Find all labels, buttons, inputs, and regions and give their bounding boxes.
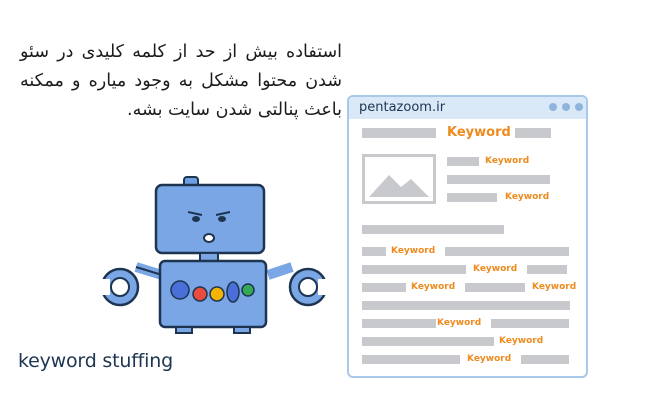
robot-illustration: [96, 175, 332, 335]
placeholder-line: [362, 301, 570, 310]
caption-keyword-stuffing: keyword stuffing: [18, 350, 173, 372]
keyword-label: Keyword: [391, 246, 436, 256]
placeholder-line: [491, 319, 569, 328]
placeholder-line: [521, 355, 569, 364]
placeholder-line: [445, 247, 569, 256]
browser-window: [347, 95, 588, 378]
placeholder-line: [362, 283, 406, 292]
placeholder-line: [515, 128, 551, 138]
browser-title-bar: [349, 97, 586, 119]
browser-url: pentazoom.ir: [359, 100, 446, 115]
placeholder-line: [362, 128, 436, 138]
image-mountain-icon: [365, 157, 433, 201]
keyword-label: Keyword: [411, 282, 456, 292]
keyword-label: Keyword: [473, 264, 518, 274]
keyword-label: Keyword: [532, 282, 577, 292]
keyword-label: Keyword: [485, 156, 530, 166]
placeholder-line: [447, 157, 479, 166]
window-dot-icon: [549, 103, 557, 111]
placeholder-line: [362, 225, 504, 234]
window-dot-icon: [575, 103, 583, 111]
placeholder-line: [362, 247, 386, 256]
placeholder-line: [362, 337, 494, 346]
keyword-label: Keyword: [505, 192, 550, 202]
placeholder-line: [465, 283, 525, 292]
keyword-label: Keyword: [499, 336, 544, 346]
keyword-label: Keyword: [437, 318, 482, 328]
window-dot-icon: [562, 103, 570, 111]
placeholder-line: [362, 319, 436, 328]
headline-keyword: Keyword: [447, 125, 511, 140]
placeholder-line: [447, 193, 497, 202]
placeholder-line: [447, 175, 550, 184]
placeholder-line: [527, 265, 567, 274]
persian-description: استفاده بیش از حد از کلمه کلیدی در سئو شدن محتوا مشکل به وجود میاره و ممکنه باعث پنالتی شدن سایت بشه.: [20, 42, 342, 120]
keyword-label: Keyword: [467, 354, 512, 364]
image-placeholder-icon: [362, 154, 436, 204]
placeholder-line: [362, 355, 460, 364]
placeholder-line: [362, 265, 466, 274]
